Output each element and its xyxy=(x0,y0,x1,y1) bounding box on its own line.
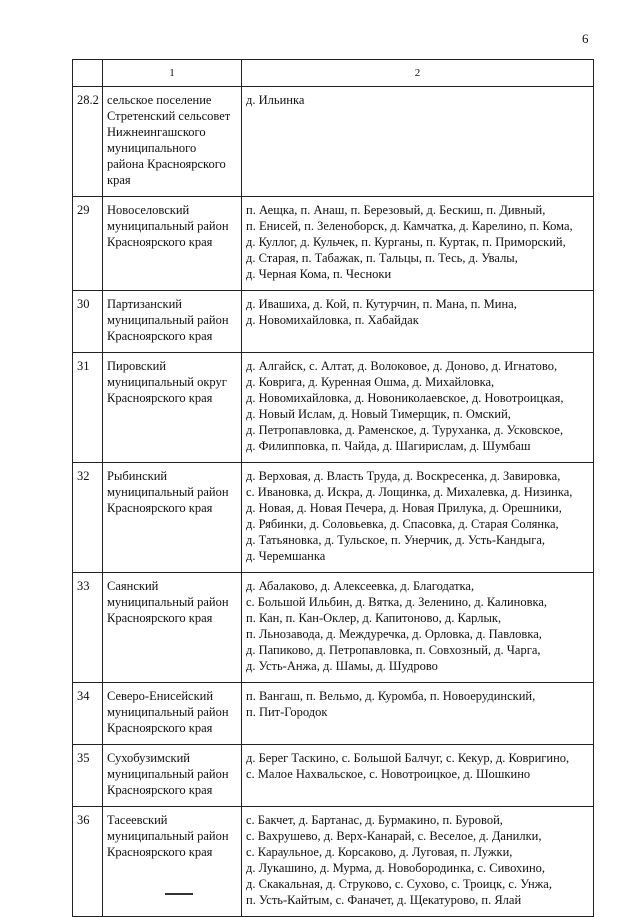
municipality-name: Саянский муниципальный район Красноярского края xyxy=(107,579,229,625)
row-number-cell xyxy=(73,745,103,807)
settlement-list-cell xyxy=(242,463,594,573)
municipality-name-cell xyxy=(103,87,242,197)
row-number-cell xyxy=(73,353,103,463)
municipality-name-cell xyxy=(103,463,242,573)
municipality-name-cell xyxy=(103,573,242,683)
header-cell-empty xyxy=(73,60,103,87)
table-body xyxy=(73,87,594,917)
municipality-name-cell xyxy=(103,197,242,291)
row-number-cell xyxy=(73,197,103,291)
settlement-list-cell xyxy=(242,745,594,807)
municipality-name: сельское поселение Стретенский сельсовет Нижнеингашского муниципального района Красноярского края xyxy=(107,93,231,187)
settlement-list-cell xyxy=(242,573,594,683)
settlement-list-cell xyxy=(242,683,594,745)
table-header-row xyxy=(73,60,594,87)
row-number: 30 xyxy=(77,297,90,311)
table-row xyxy=(73,291,594,353)
settlement-list: с. Бакчет, д. Бартанас, д. Бурмакино, п. Буровой, с. Вахрушево, д. Верх-Канарай, с. Веселое, д. Данилки, с. Караульное, д. Корсаково, д. Луговая, п. Лужки, д. Лукашино, д. Мурма, д. Новобородинка, с. Сивохино, д. Скакальная, д. Струково, с. Сухово, с. Троицк, с. Унжа, п. Усть-Кайтым, с. Фаначет, д. Щекатурово, п. Ялай xyxy=(246,813,552,907)
row-number-cell xyxy=(73,683,103,745)
settlement-list: д. Алгайск, с. Алтат, д. Волоковое, д. Доново, д. Игнатово, д. Коврига, д. Куренная Ошма, д. Михайловка, д. Новомихайловка, д. Новониколаевское, д. Новотроицкая, д. Новый Ислам, д. Новый Тимерщик, п. Омский, д. Петропавловка, д. Раменское, д. Туруханка, д. Усковское, д. Филипповка, п. Чайда, д. Шагирислам, д. Шумбаш xyxy=(246,359,564,453)
settlement-list: п. Аещка, п. Анаш, п. Березовый, д. Бескиш, п. Дивный, п. Енисей, п. Зеленоборск, д. Камчатка, д. Карелино, п. Кома, д. Куллог, д. Кульчек, п. Курганы, п. Куртак, п. Приморский, д. Старая, п. Табажак, п. Тальцы, п. Тесь, д. Увалы, д. Черная Кома, п. Чесноки xyxy=(246,203,573,281)
settlement-list: д. Ильинка xyxy=(246,93,305,107)
settlement-list: д. Верховая, д. Власть Труда, д. Воскресенка, д. Завировка, с. Ивановка, д. Искра, д. Лощинка, д. Михалевка, д. Низинка, д. Новая, д. Новая Печера, д. Новая Прилука, д. Орешники, д. Рябинки, д. Соловьевка, д. Спасовка, д. Старая Солянка, д. Татьяновка, д. Тульское, п. Унерчик, д. Усть-Кандыга, д. Черемшанка xyxy=(246,469,573,563)
settlement-list-cell xyxy=(242,353,594,463)
municipality-name: Сухобузимский муниципальный район Красноярского края xyxy=(107,751,229,797)
municipality-name-cell xyxy=(103,745,242,807)
municipality-name: Новоселовский муниципальный район Красноярского края xyxy=(107,203,229,249)
municipality-name: Партизанский муниципальный район Красноярского края xyxy=(107,297,229,343)
row-number: 36 xyxy=(77,813,90,827)
settlement-list: д. Ивашиха, д. Кой, п. Кутурчин, п. Мана, п. Мина, д. Новомихайловка, п. Хабайдак xyxy=(246,297,517,327)
row-number: 28.2 xyxy=(77,93,99,107)
table-row xyxy=(73,463,594,573)
row-number-cell xyxy=(73,87,103,197)
scan-mark xyxy=(165,893,193,895)
settlement-list-cell xyxy=(242,291,594,353)
table-row xyxy=(73,353,594,463)
row-number: 35 xyxy=(77,751,90,765)
row-number-cell xyxy=(73,807,103,917)
municipality-name: Пировский муниципальный округ Красноярского края xyxy=(107,359,227,405)
settlement-list-cell xyxy=(242,197,594,291)
table-row xyxy=(73,197,594,291)
municipality-name-cell xyxy=(103,807,242,917)
municipality-name: Тасеевский муниципальный район Красноярского края xyxy=(107,813,229,859)
row-number-cell xyxy=(73,573,103,683)
row-number: 32 xyxy=(77,469,90,483)
header-cell-col1: 1 xyxy=(103,60,242,87)
municipality-name-cell xyxy=(103,683,242,745)
table-row xyxy=(73,573,594,683)
municipality-name-cell xyxy=(103,291,242,353)
header-cell-col2: 2 xyxy=(242,60,594,87)
table-row xyxy=(73,87,594,197)
settlement-list: д. Абалаково, д. Алексеевка, д. Благодатка, с. Большой Ильбин, д. Вятка, д. Зеленино, д. Калиновка, п. Кан, п. Кан-Оклер, д. Капитоново, д. Карлык, п. Льнозавода, д. Междуречка, д. Орловка, д. Павловка, д. Папиково, д. Петропавловка, п. Совхозный, д. Чарга, д. Усть-Анжа, д. Шамы, д. Шудрово xyxy=(246,579,548,673)
row-number: 31 xyxy=(77,359,90,373)
settlement-list-cell xyxy=(242,87,594,197)
table-row xyxy=(73,807,594,917)
settlement-list-cell xyxy=(242,807,594,917)
municipality-name-cell xyxy=(103,353,242,463)
row-number: 34 xyxy=(77,689,90,703)
municipality-name: Рыбинский муниципальный район Красноярского края xyxy=(107,469,229,515)
row-number: 29 xyxy=(77,203,90,217)
settlements-table xyxy=(72,59,594,917)
page-number: 6 xyxy=(582,31,589,46)
settlement-list: п. Вангаш, п. Вельмо, д. Куромба, п. Новоерудинский, п. Пит-Городок xyxy=(246,689,536,719)
municipality-name: Северо-Енисейский муниципальный район Красноярского края xyxy=(107,689,229,735)
row-number: 33 xyxy=(77,579,90,593)
settlement-list: д. Берег Таскино, с. Большой Балчуг, с. Кекур, д. Ковригино, с. Малое Нахвальское, с. Новотроицкое, д. Шошкино xyxy=(246,751,570,781)
row-number-cell xyxy=(73,463,103,573)
table-row xyxy=(73,683,594,745)
row-number-cell xyxy=(73,291,103,353)
table-row xyxy=(73,745,594,807)
